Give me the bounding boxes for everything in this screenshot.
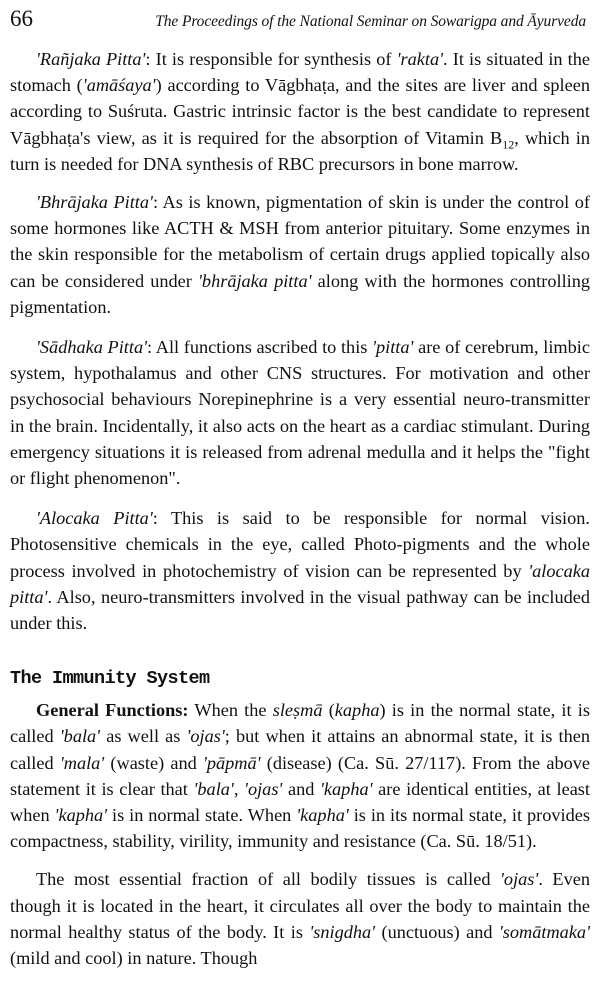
lead-general-functions: General Functions: bbox=[36, 700, 189, 721]
term-somatmaka: 'somātmaka' bbox=[498, 921, 590, 942]
text: , bbox=[233, 778, 245, 799]
term-bhrajaka-pitta-inline: 'bhrājaka pitta' bbox=[198, 270, 312, 291]
running-title: The Proceedings of the National Seminar on Sowarigpa and Āyurveda bbox=[155, 13, 586, 30]
paragraph-bhrajaka-pitta bbox=[10, 189, 590, 320]
text: ) is in the normal state, it is called bbox=[10, 700, 590, 747]
text: : This is said to be responsible for normal vision. Photosensitive chemicals in the eye, called Photo-pigments and the whole process involved in photochemistry of vision can be represented by bbox=[10, 508, 590, 581]
term-bala: 'bala' bbox=[193, 778, 234, 799]
term-amasaya: 'amāśaya' bbox=[82, 75, 156, 96]
paragraph-ojas bbox=[10, 866, 590, 971]
term-rakta: 'rakta' bbox=[396, 49, 444, 69]
term-bala: 'bala' bbox=[59, 726, 101, 747]
term-kapha: 'kapha' bbox=[296, 805, 349, 826]
text: ( bbox=[322, 700, 335, 721]
text: . Also, neuro-transmitters involved in the visual pathway can be included under this. bbox=[10, 586, 590, 634]
term-kapha: kapha bbox=[334, 700, 380, 721]
text: (disease) (Ca. Sū. 27/117). From the above statement it is clear that bbox=[10, 752, 591, 799]
text: , which in turn is needed for DNA synthesis of RBC precursors in bone marrow. bbox=[10, 127, 590, 174]
term-pitta: 'pitta' bbox=[372, 337, 414, 358]
text: along with the hormones controlling pigmentation. bbox=[10, 270, 591, 317]
term-ojas: 'ojas' bbox=[500, 869, 539, 890]
running-header bbox=[10, 0, 590, 46]
text: (unctuous) and bbox=[375, 921, 499, 942]
term-ojas: 'ojas' bbox=[244, 778, 283, 799]
term-ojas: 'ojas' bbox=[186, 726, 225, 747]
term-kapha: 'kapha' bbox=[320, 778, 373, 799]
text: : It is responsible for synthesis of bbox=[145, 49, 397, 69]
section-heading-immunity: The Immunity System bbox=[10, 668, 210, 690]
page-number: 66 bbox=[10, 6, 33, 31]
term-papma: 'pāpmā' bbox=[202, 752, 261, 773]
text: The most essential fraction of all bodily tissues is called bbox=[36, 869, 501, 890]
text: : As is known, pigmentation of skin is under the control of some hormones like ACTH & MSH from anterior pituitary. Some enzymes in the skin responsible for the metabolism of certain drugs applied topically also can be considered under bbox=[10, 192, 590, 291]
term-sadhaka-pitta: 'Sādhaka Pitta' bbox=[36, 337, 147, 358]
term-alocaka-pitta: 'Alocaka Pitta' bbox=[36, 508, 153, 529]
text: (waste) and bbox=[104, 752, 203, 773]
text: (mild and cool) in nature. Though bbox=[10, 948, 258, 969]
text: : All functions ascribed to this bbox=[147, 337, 373, 358]
term-kapha: 'kapha' bbox=[54, 805, 108, 826]
text: as well as bbox=[100, 726, 187, 747]
text: and bbox=[282, 778, 321, 799]
text: is in normal state. When bbox=[107, 805, 297, 826]
paragraph-ranjaka-pitta bbox=[10, 46, 590, 177]
text: ) according to Vāgbhaṭa, and the sites are liver and spleen according to Suśruta. Gastric intrinsic factor is the best candidate to represent Vāgbhaṭa's view, as it is required for the absorption of Vitamin B bbox=[10, 75, 590, 148]
text: . It is situated in the stomach ( bbox=[10, 49, 591, 96]
term-alocaka-pitta-inline: 'alocaka pitta' bbox=[10, 560, 590, 607]
text: . Even though it is located in the heart, it circulates all over the body to maintain the normal healthy status of the body. It is bbox=[10, 869, 590, 942]
paragraph-general-functions bbox=[10, 697, 590, 854]
text: When the bbox=[188, 700, 273, 721]
term-mala: 'mala' bbox=[59, 752, 105, 773]
term-slesma: sleṣmā bbox=[272, 700, 323, 721]
term-snigdha: 'snigdha' bbox=[309, 921, 376, 942]
body-text bbox=[10, 46, 590, 971]
paragraph-sadhaka-pitta bbox=[10, 334, 590, 491]
term-bhrajaka-pitta: 'Bhrājaka Pitta' bbox=[36, 192, 153, 213]
paragraph-alocaka-pitta bbox=[10, 505, 590, 636]
vitamin-subscript: 12 bbox=[502, 137, 515, 152]
term-ranjaka-pitta: 'Rañjaka Pitta' bbox=[36, 49, 146, 69]
text: are identical entities, at least when bbox=[10, 778, 591, 826]
text: is in its normal state, it provides compactness, stability, virility, immunity and resistance (Ca. Sū. 18/51). bbox=[10, 805, 590, 852]
text: ; but when it attains an abnormal state, it is then called bbox=[10, 726, 591, 773]
text: are of cerebrum, limbic system, hypothalamus and other CNS structures. For motivation and other psychosocial behaviours Norepinephrine is a very essential neuro-transmitter in the brain. Incidentally, it also acts on the heart as a cardiac stimulant. During emergency situations it is released from adrenal medulla and it helps the "fight or flight phenomenon". bbox=[10, 337, 590, 489]
